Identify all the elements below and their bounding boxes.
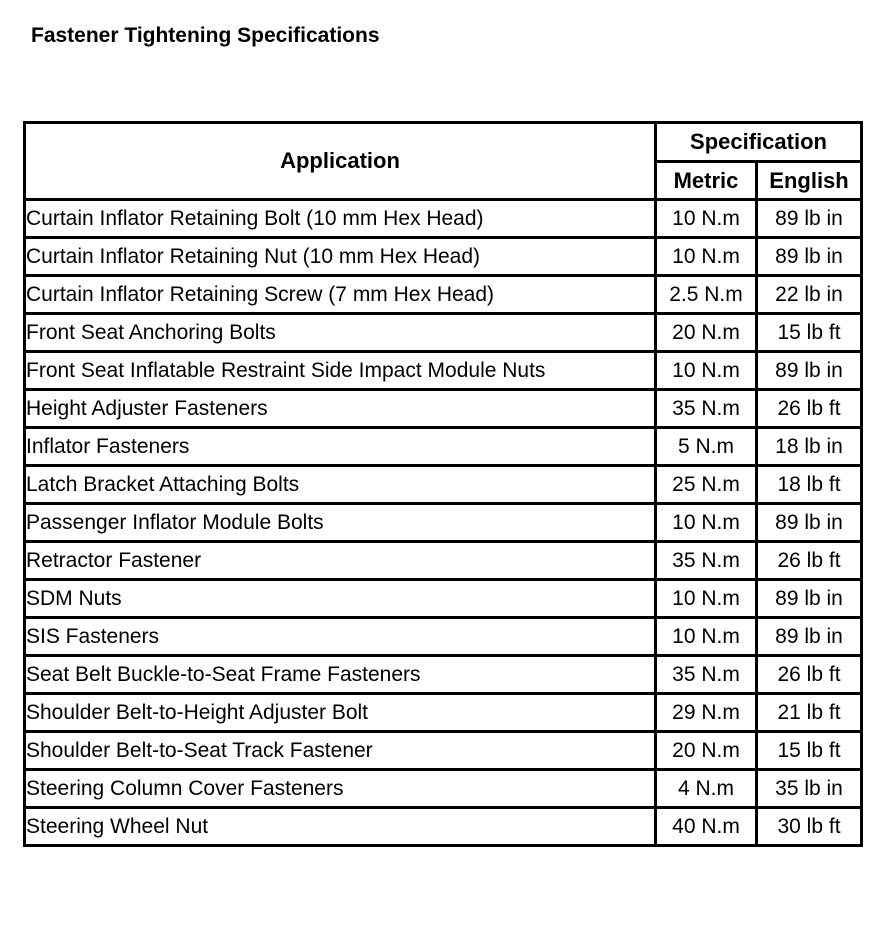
cell-metric: 25 N.m [656,466,757,504]
table-row [25,770,862,808]
cell-application: Height Adjuster Fasteners [25,390,656,428]
cell-metric: 10 N.m [656,504,757,542]
cell-metric: 10 N.m [656,352,757,390]
cell-metric: 10 N.m [656,200,757,238]
cell-metric: 35 N.m [656,390,757,428]
cell-application: Curtain Inflator Retaining Nut (10 mm Hex Head) [25,238,656,276]
table-row [25,504,862,542]
cell-application: Passenger Inflator Module Bolts [25,504,656,542]
cell-english: 18 lb in [757,428,862,466]
cell-metric: 10 N.m [656,238,757,276]
spec-table [23,121,863,847]
header-english: English [757,162,862,200]
table-row [25,732,862,770]
cell-application: Latch Bracket Attaching Bolts [25,466,656,504]
cell-application: Steering Column Cover Fasteners [25,770,656,808]
table-row [25,808,862,846]
cell-english: 26 lb ft [757,390,862,428]
cell-metric: 10 N.m [656,618,757,656]
table-row [25,542,862,580]
cell-application: Curtain Inflator Retaining Screw (7 mm Hex Head) [25,276,656,314]
table-row [25,314,862,352]
cell-english: 89 lb in [757,504,862,542]
cell-metric: 10 N.m [656,580,757,618]
header-specification: Specification [656,123,862,162]
cell-metric: 4 N.m [656,770,757,808]
cell-metric: 29 N.m [656,694,757,732]
cell-application: Shoulder Belt-to-Seat Track Fastener [25,732,656,770]
cell-application: SDM Nuts [25,580,656,618]
cell-application: Shoulder Belt-to-Height Adjuster Bolt [25,694,656,732]
table-row [25,580,862,618]
cell-english: 89 lb in [757,618,862,656]
table-body [25,200,862,846]
cell-metric: 35 N.m [656,656,757,694]
table-row [25,618,862,656]
cell-application: Inflator Fasteners [25,428,656,466]
cell-application: Retractor Fastener [25,542,656,580]
table-row [25,352,862,390]
cell-english: 89 lb in [757,238,862,276]
cell-english: 35 lb in [757,770,862,808]
table-row [25,238,862,276]
cell-application: Curtain Inflator Retaining Bolt (10 mm Hex Head) [25,200,656,238]
table-row [25,200,862,238]
cell-english: 18 lb ft [757,466,862,504]
table-row [25,276,862,314]
cell-english: 89 lb in [757,200,862,238]
cell-application: Front Seat Inflatable Restraint Side Impact Module Nuts [25,352,656,390]
cell-metric: 35 N.m [656,542,757,580]
table-row [25,390,862,428]
table-row [25,694,862,732]
cell-english: 15 lb ft [757,314,862,352]
table-row [25,656,862,694]
header-application: Application [25,123,656,200]
cell-application: SIS Fasteners [25,618,656,656]
cell-english: 22 lb in [757,276,862,314]
table-row [25,428,862,466]
table-row [25,466,862,504]
header-metric: Metric [656,162,757,200]
cell-english: 89 lb in [757,580,862,618]
cell-metric: 20 N.m [656,732,757,770]
cell-application: Front Seat Anchoring Bolts [25,314,656,352]
cell-english: 89 lb in [757,352,862,390]
cell-metric: 5 N.m [656,428,757,466]
cell-application: Steering Wheel Nut [25,808,656,846]
cell-english: 26 lb ft [757,542,862,580]
cell-english: 30 lb ft [757,808,862,846]
cell-metric: 2.5 N.m [656,276,757,314]
cell-english: 21 lb ft [757,694,862,732]
cell-metric: 20 N.m [656,314,757,352]
cell-english: 26 lb ft [757,656,862,694]
cell-metric: 40 N.m [656,808,757,846]
cell-application: Seat Belt Buckle-to-Seat Frame Fasteners [25,656,656,694]
cell-english: 15 lb ft [757,732,862,770]
page-title: Fastener Tightening Specifications [31,24,380,47]
